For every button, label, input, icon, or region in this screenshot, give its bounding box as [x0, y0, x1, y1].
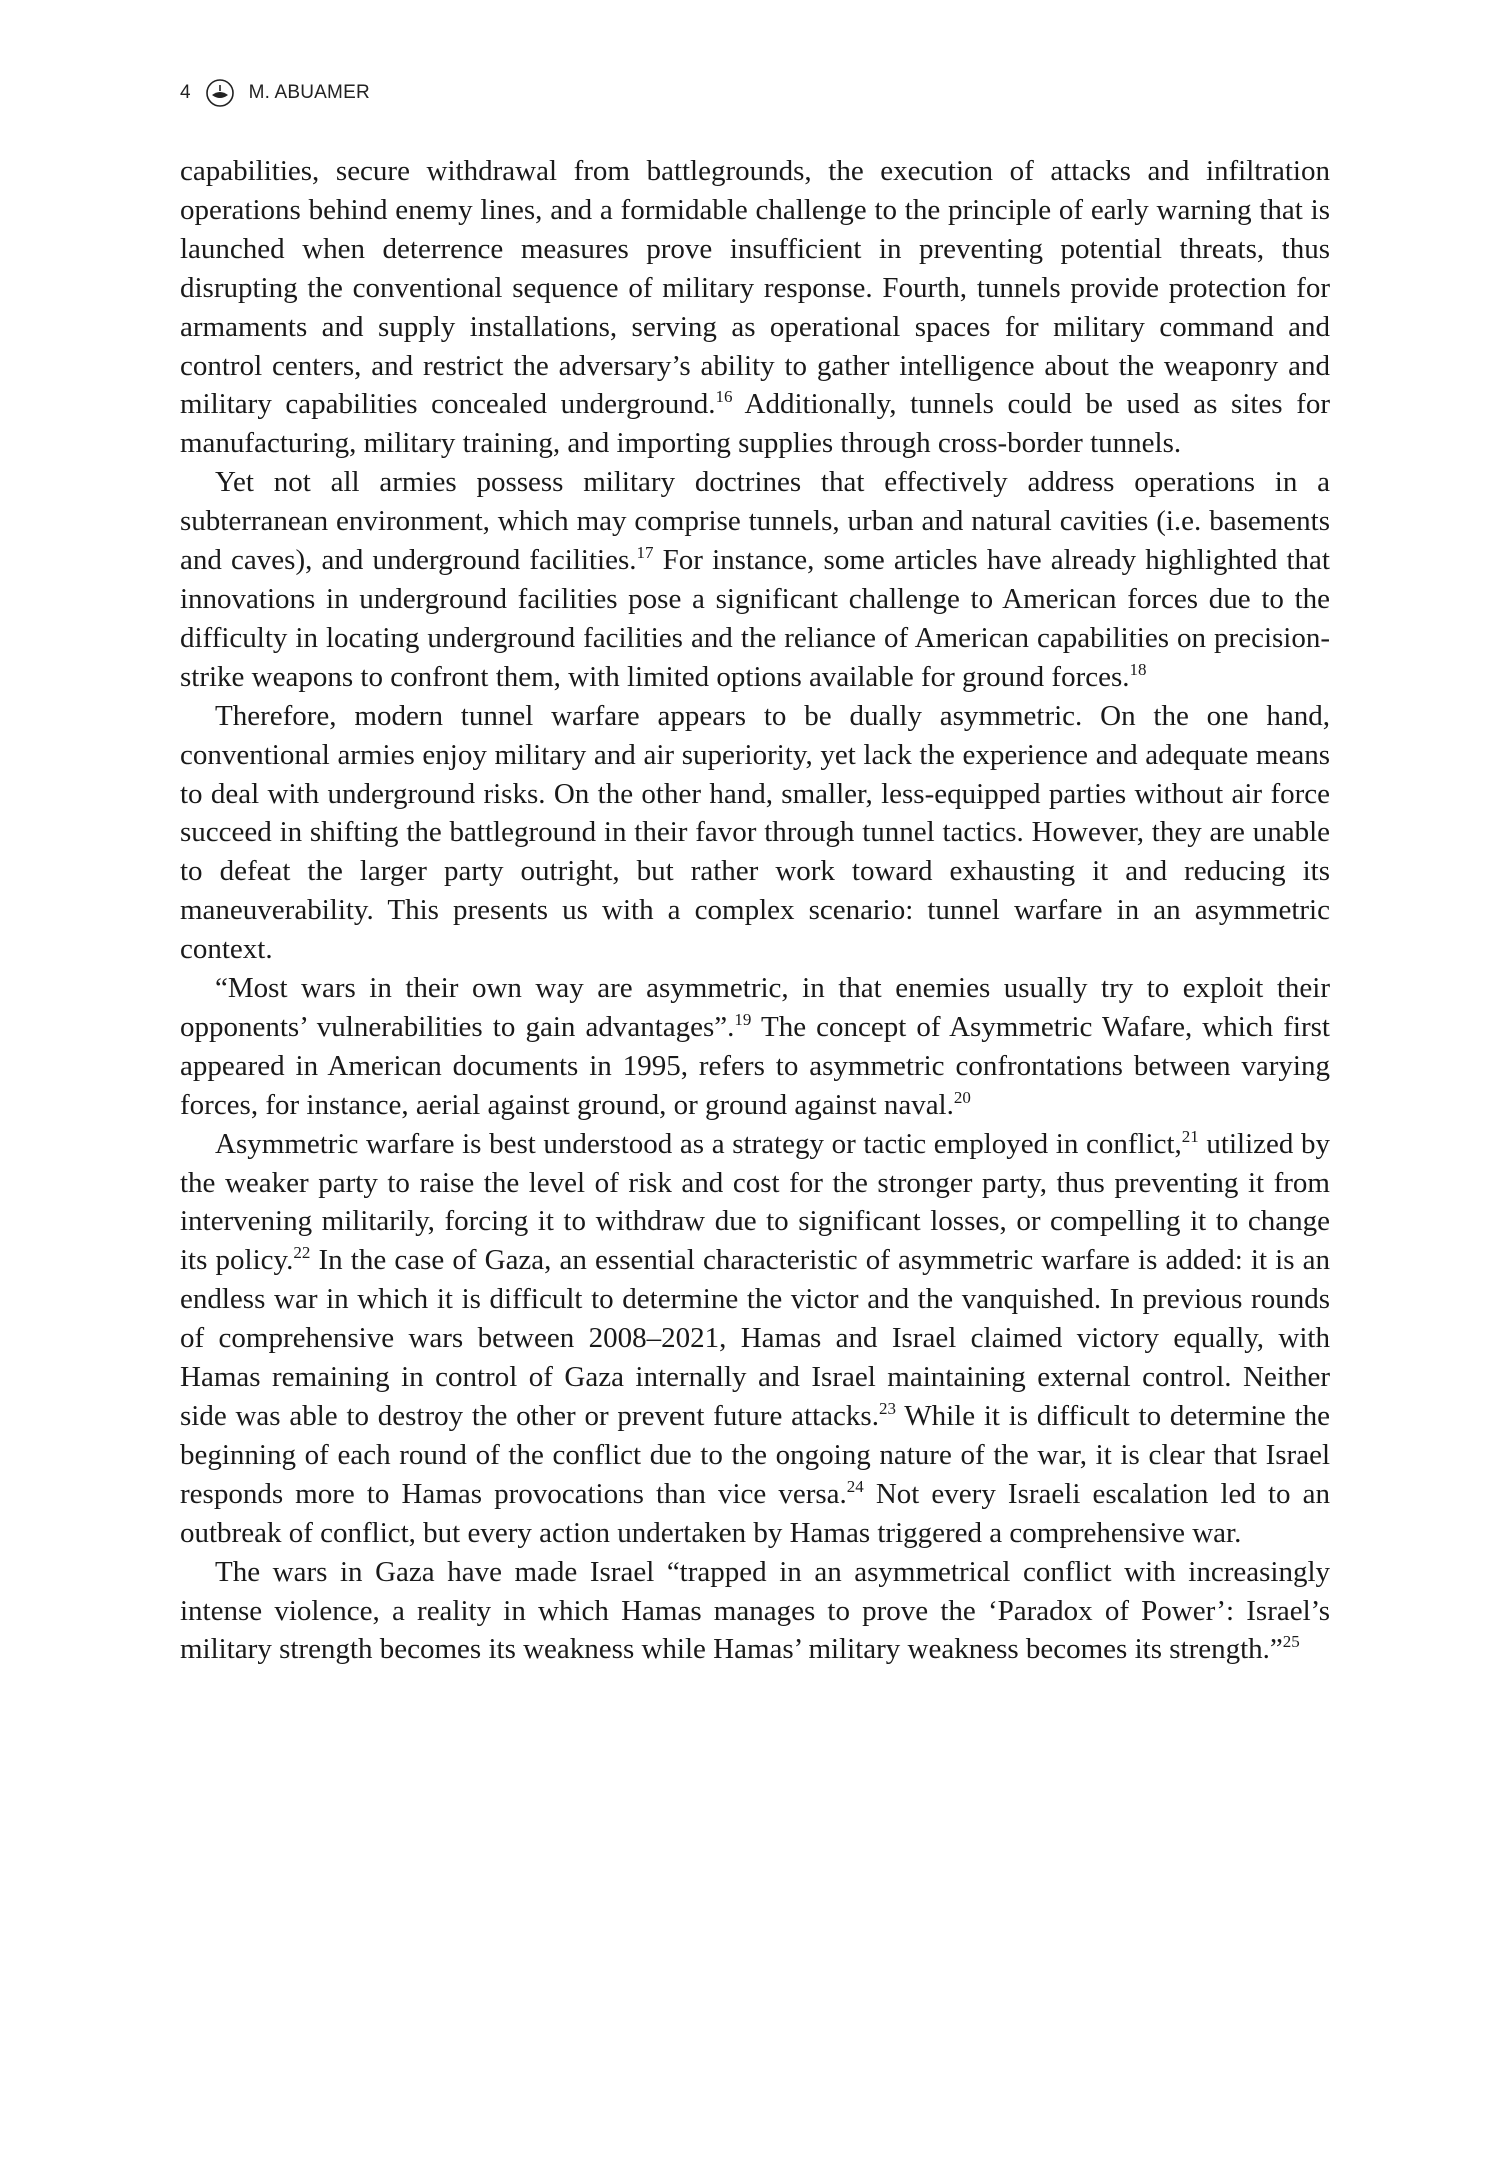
paragraph: [180, 152, 1330, 463]
footnote-marker[interactable]: 17: [636, 543, 654, 563]
text-run: utilized by the weaker party to raise the level of risk and cost for the stronger party, thus preventing it from intervening militarily, forcing it to withdraw due to significant losses, or compelling it to change its policy.: [180, 1127, 1330, 1277]
footnote-marker[interactable]: 20: [953, 1087, 971, 1107]
publisher-logo-icon: [205, 78, 235, 108]
paragraph: [180, 697, 1330, 969]
text-run: The concept of Asymmetric Wafare, which first appeared in American documents in 1995, refers to asymmetric confrontations between varying forces, for instance, aerial against ground, or ground against naval.: [180, 1010, 1330, 1121]
text-run: “Most wars in their own way are asymmetric, in that enemies usually try to exploit their opponents’ vulnerabilities to gain advantages”.: [180, 972, 1330, 1043]
footnote-marker[interactable]: 24: [846, 1476, 864, 1496]
text-run: For instance, some articles have already highlighted that innovations in underground facilities pose a significant challenge to American forces due to the difficulty in locating underground facilities and the reliance of American capabilities on precision-strike weapons to confront them, with limited options available for ground forces.: [180, 544, 1330, 693]
author-name: M. ABUAMER: [248, 82, 370, 103]
page-number: 4: [180, 82, 191, 103]
paragraph: [180, 1125, 1330, 1553]
text-run: Not every Israeli escalation led to an outbreak of conflict, but every action undertaken by Hamas triggered a comprehensive war.: [180, 1477, 1330, 1549]
paragraph: [180, 969, 1330, 1125]
text-run: Therefore, modern tunnel warfare appears to be dually asymmetric. On the one hand, conventional armies enjoy military and air superiority, yet lack the experience and adequate means to deal with underground risks. On the other hand, smaller, less-equipped parties without air force succeed in shifting the battleground in their favor through tunnel tactics. However, they are unable to defeat the larger party outright, but rather work toward exhausting it and reducing its maneuverability. This presents us with a complex scenario: tunnel warfare in an asymmetric context.: [180, 699, 1330, 966]
paragraph: [180, 463, 1330, 696]
footnote-marker[interactable]: 16: [715, 387, 733, 407]
text-run: The wars in Gaza have made Israel “trapped in an asymmetrical conflict with increasingly intense violence, a reality in which Hamas manages to prove the ‘Paradox of Power’: Israel’s military strength becomes its weakness while Hamas’ military weakness becomes its strength.”: [180, 1555, 1330, 1666]
footnote-marker[interactable]: 18: [1129, 659, 1147, 679]
running-header: [180, 78, 370, 108]
article-body: [180, 152, 1330, 1669]
footnote-marker[interactable]: 22: [293, 1243, 311, 1263]
text-run: Asymmetric warfare is best understood as a strategy or tactic employed in conflict,: [215, 1127, 1182, 1160]
footnote-marker[interactable]: 21: [1181, 1126, 1199, 1146]
footnote-marker[interactable]: 23: [878, 1399, 896, 1418]
text-run: Yet not all armies possess military doctrines that effectively address operations in a subterranean environment, which may comprise tunnels, urban and natural cavities (i.e. basements and caves), and underground facilities.: [180, 466, 1330, 577]
paragraph: [180, 1553, 1330, 1670]
text-run: While it is difficult to determine the beginning of each round of the conflict due to the ongoing nature of the war, it is clear that Israel responds more to Hamas provocations than vice versa.: [180, 1400, 1330, 1510]
text-run: capabilities, secure withdrawal from battlegrounds, the execution of attacks and infiltration operations behind enemy lines, and a formidable challenge to the principle of early warning that is launched when deterrence measures prove insufficient in preventing potential threats, thus disrupting the conventional sequence of military response. Fourth, tunnels provide protection for armaments and supply installations, serving as operational spaces for military command and control centers, and restrict the adversary’s ability to gather intelligence about the weaponry and military capabilities concealed underground.: [180, 155, 1330, 421]
text-run: Additionally, tunnels could be used as sites for manufacturing, military training, and importing supplies through cross-border tunnels.: [180, 388, 1331, 460]
footnote-marker[interactable]: 25: [1282, 1632, 1300, 1652]
footnote-marker[interactable]: 19: [734, 1009, 752, 1029]
text-run: In the case of Gaza, an essential characteristic of asymmetric warfare is added: it is an endless war in which it is difficult to determine the victor and the vanquished. In previous rounds of comprehensive wars between 2008–2021, Hamas and Israel claimed victory equally, with Hamas remaining in control of Gaza internally and Israel maintaining external control. Neither side was able to destroy the other or prevent future attacks.: [180, 1244, 1330, 1432]
